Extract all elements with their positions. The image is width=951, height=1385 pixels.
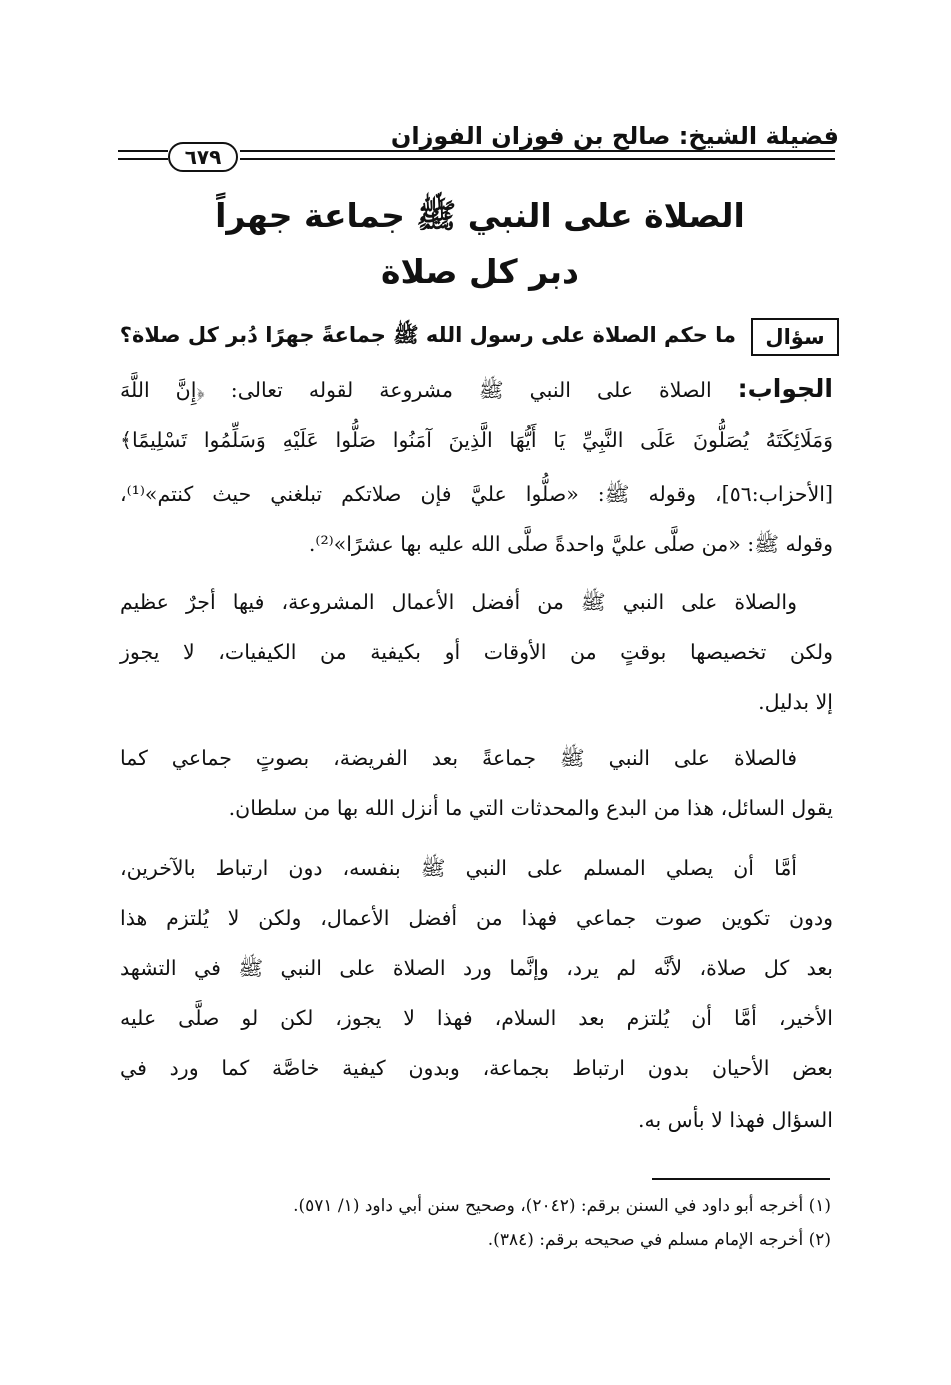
header-rule-left-top (118, 150, 168, 152)
section-title-line-2: دبر كل صلاة (381, 252, 579, 291)
paragraph-3-line-2: ودون تكوين صوت جماعي فهذا من أفضل الأعمال، ولكن لا يُلتزم هذا (120, 906, 833, 930)
answer-label: الجواب: (737, 374, 833, 403)
header-rule-left-bottom (118, 158, 168, 160)
page-number: ٦٧٩ (168, 142, 238, 172)
answer-line-2: وَمَلَائِكَتَهُ يُصَلُّونَ عَلَى النَّبِيِّ يَا أَيُّهَا الَّذِينَ آمَنُوا صَلُّوا عَلَيْهِ وَسَلِّمُوا تَسْلِيمًا﴾ (120, 428, 833, 452)
header-rule-top (240, 150, 835, 152)
paragraph-3-line-4: الأخير، أمَّا أن يُلتزم بعد السلام، فهذا لا يجوز، لكن لو صلَّى عليه (120, 1006, 833, 1030)
paragraph-1-line-3: إلا بدليل. (758, 690, 833, 714)
paragraph-1-line-1: والصلاة على النبي ﷺ من أفضل الأعمال المشروعة، فيها أجرٌ عظيم (120, 590, 797, 614)
paragraph-3-line-3: بعد كل صلاة، لأنَّه لم يرد، وإنَّما ورد الصلاة على النبي ﷺ في التشهد (120, 956, 833, 980)
question-text: ما حكم الصلاة على رسول الله ﷺ جماعةً جهرًا دُبر كل صلاة؟ (119, 323, 736, 347)
answer-line-1-text: الصلاة على النبي ﷺ مشروعة لقوله تعالى: ﴿إِنَّ اللَّهَ (120, 378, 712, 402)
page-number-badge (168, 142, 238, 172)
paragraph-3-line-1: أمَّا أن يصلي المسلم على النبي ﷺ بنفسه، دون ارتباط بالآخرين، (120, 856, 797, 880)
answer-line-1 (120, 374, 833, 408)
answer-line-3: [الأحزاب:٥٦]، وقوله ﷺ: «صلُّوا عليَّ فإن صلاتكم تبلغني حيث كنتم»⁽¹⁾، (120, 482, 833, 506)
running-header-title: فضيلة الشيخ: صالح بن فوزان الفوزان (390, 122, 839, 150)
paragraph-2-line-2: يقول السائل، هذا من البدع والمحدثات التي ما أنزل الله بها من سلطان. (228, 796, 833, 820)
paragraph-3-line-6: السؤال فهذا لا بأس به. (637, 1108, 833, 1132)
paragraph-1-line-2: ولكن تخصيصها بوقتٍ من الأوقات أو بكيفية من الكيفيات، لا يجوز (120, 640, 833, 664)
paragraph-2-line-1: فالصلاة على النبي ﷺ جماعةً بعد الفريضة، بصوتٍ جماعي كما (120, 746, 797, 770)
section-title-line-1: الصلاة على النبي ﷺ جماعة جهراً (215, 196, 745, 235)
header-rule-bottom (240, 158, 835, 160)
paragraph-3-line-5: بعض الأحيان بدون ارتباط بجماعة، وبدون كيفية خاصَّة كما ورد في (120, 1056, 833, 1080)
answer-line-4: وقوله ﷺ: «من صلَّى عليَّ واحدةً صلَّى الله عليه بها عشرًا»⁽²⁾. (308, 532, 833, 556)
question-label-box: سؤال (751, 318, 839, 356)
footnote-1: (١) أخرجه أبو داود في السنن برقم: (٢٠٤٢)، وصحيح سنن أبي داود (١/ ٥٧١). (293, 1196, 831, 1216)
footnote-separator (652, 1178, 830, 1180)
footnote-2: (٢) أخرجه الإمام مسلم في صحيحه برقم: (٣٨٤). (487, 1230, 831, 1250)
